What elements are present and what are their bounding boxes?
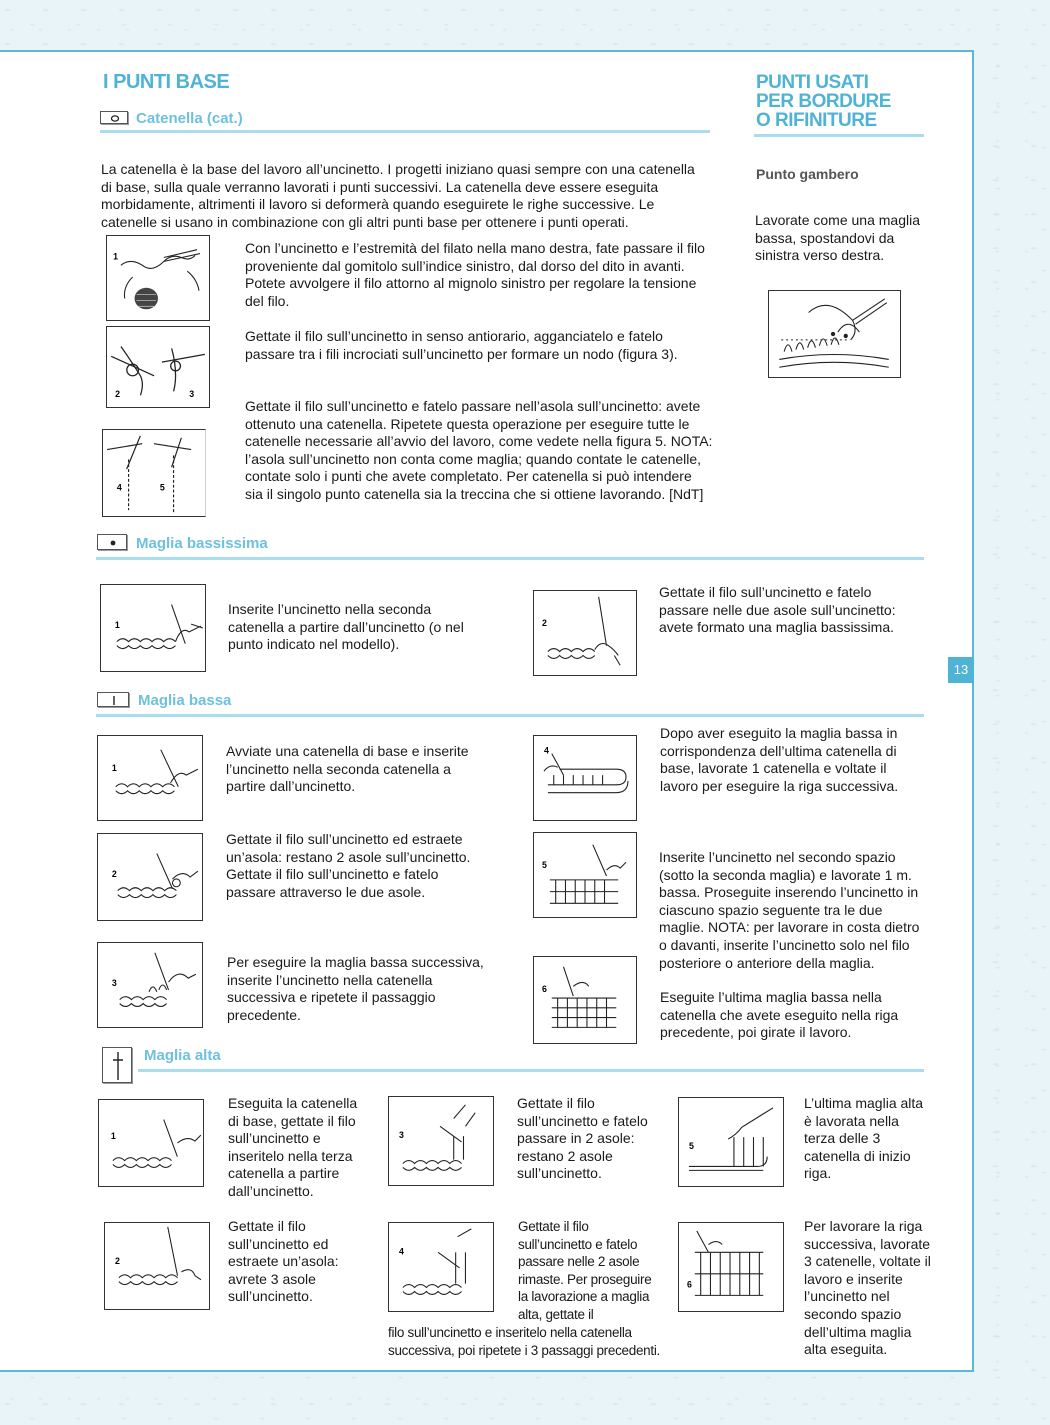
sidebar-title-line: PUNTI USATI [756, 72, 869, 93]
figure-catenella-1 [106, 235, 210, 321]
bassa-step1: Avviate una catenella di base e inserite l’uncinetto nella seconda catenella a partire dall’uncinetto. [226, 743, 469, 795]
figure-number: 2 [115, 389, 120, 400]
figure-bassa-6 [533, 956, 637, 1044]
sidebar-subtitle: Punto gambero [756, 166, 859, 182]
single-crochet-symbol-icon [97, 692, 129, 707]
figure-number: 5 [159, 482, 165, 493]
bassa-step6: Eseguite l’ultima maglia bassa nella catenella che avete eseguito nella riga precedente, poi girate il lavoro. [660, 989, 899, 1041]
section-rule [138, 1069, 924, 1072]
figure-bassissima-1 [100, 584, 206, 672]
chain-symbol-icon [100, 111, 128, 124]
figure-number: 1 [113, 251, 118, 262]
bassissima-step1: Inserite l’uncinetto nella seconda catenella a partire dall’uncinetto (o nel punto indicato nel modello). [228, 601, 464, 653]
figure-number: 3 [111, 977, 117, 988]
figure-catenella-2-3 [106, 326, 210, 408]
figure-alta-2 [104, 1222, 210, 1310]
section-title-bassissima: Maglia bassissima [136, 535, 268, 552]
figure-number: 6 [542, 984, 547, 995]
figure-number: 2 [542, 618, 547, 629]
figure-alta-3 [388, 1096, 494, 1186]
alta-step1: Eseguita la catenella di base, gettate il filo sull’uncinetto e inseritelo nella terza catenella a partire dall’uncinetto. [228, 1095, 358, 1199]
double-crochet-symbol-icon [102, 1047, 132, 1083]
sidebar-title-line: PER BORDURE [756, 91, 891, 112]
alta-step3: Gettate il filo sull’uncinetto e fatelo passare in 2 asole: restano 2 asole sull’uncinetto. [517, 1095, 648, 1182]
alta-step4-b: filo sull’uncinetto e inseritelo nella catenella successiva, poi ripetete i 3 passaggi precedenti. [388, 1325, 660, 1358]
sidebar-title-line: O RIFINITURE [756, 110, 877, 131]
section-title-bassa: Maglia bassa [138, 692, 232, 709]
figure-bassa-2 [97, 833, 203, 921]
figure-catenella-4-5 [102, 429, 206, 517]
sidebar-rule [754, 134, 924, 137]
figure-number: 5 [688, 1140, 694, 1151]
section-title-alta: Maglia alta [144, 1047, 221, 1064]
figure-bassa-4 [533, 735, 637, 821]
figure-number: 4 [398, 1246, 404, 1257]
alta-step4-a: Gettate il filo sull’uncinetto e fatelo passare nelle 2 asole rimaste. Per proseguire la lavorazione a maglia alta, gettate il [518, 1219, 652, 1322]
figure-alta-6 [678, 1222, 784, 1312]
section-title-catenella: Catenella (cat.) [136, 110, 243, 127]
catenella-step2: Gettate il filo sull’uncinetto in senso antiorario, agganciatelo e fatelo passare tra i fili incrociati sull’uncinetto per formare un nodo (figura 3). [245, 328, 678, 362]
figure-alta-4 [388, 1222, 494, 1312]
alta-step2: Gettate il filo sull’uncinetto ed estraete un’asola: avrete 3 asole sull’uncinetto. [228, 1218, 339, 1305]
figure-alta-1 [98, 1099, 204, 1187]
bassissima-step2: Gettate il filo sull’uncinetto e fatelo passare nelle due asole sull’uncinetto: avete formato una maglia bassissima. [659, 584, 896, 636]
alta-step5: L’ultima maglia alta è lavorata nella terza delle 3 catenella di inizio riga. [804, 1095, 924, 1182]
figure-number: 5 [542, 860, 547, 871]
figure-punto-gambero [768, 290, 901, 378]
figure-number: 6 [687, 1279, 692, 1290]
catenella-intro: La catenella è la base del lavoro all’uncinetto. I progetti iniziano quasi sempre con una catenella di base, sulla quale verranno lavorati i punti successivi. La catenella deve essere eseguita morbidamente, altrimenti il lavoro si deformerà quando eseguirete le righe successive. Le catenelle si usano in combinazione con gli altri punti base per ottenere i punti operati. [101, 161, 695, 230]
catenella-step3: Gettate il filo sull’uncinetto e fatelo passare nell’asola sull’uncinetto: avete ottenuto una catenella. Ripetete questa operazione per eseguire tutte le catenelle necessarie all’avvio del lavoro, come vedete nella figura 5. NOTA: l’asola sull’uncinetto non conta come maglia; quando contate le catenelle, contate solo i punti che avete completato. Per catenella si può intendere sia il singolo punto catenella sia la treccina che si ottiene lavorando. [NdT] [245, 398, 713, 502]
figure-number: 3 [189, 389, 195, 400]
figure-bassa-3 [97, 942, 203, 1028]
figure-number: 1 [114, 620, 120, 630]
figure-number: 2 [114, 1256, 120, 1267]
bassa-step5: Inserite l’uncinetto nel secondo spazio (sotto la seconda maglia) e lavorate 1 m. bassa. Proseguite inserendo l’uncinetto in ciascuno spazio seguente tra le due maglie. NOTA: per lavorare in costa dietro o davanti, inserite l’uncinetto solo nel filo posteriore o anteriore della maglia. [659, 849, 920, 971]
section-rule [96, 714, 924, 717]
figure-number: 1 [111, 763, 117, 774]
figure-number: 2 [111, 869, 117, 879]
figure-bassa-5 [533, 832, 637, 918]
slip-stitch-symbol-icon [97, 534, 127, 550]
figure-number: 4 [543, 745, 549, 756]
section-rule [100, 130, 710, 133]
section-rule [96, 557, 924, 560]
sidebar-title [756, 73, 891, 130]
figure-alta-5 [678, 1097, 784, 1187]
figure-number: 4 [116, 482, 122, 493]
figure-bassa-1 [97, 735, 203, 821]
bassa-step2: Gettate il filo sull’uncinetto ed estraete un’asola: restano 2 asole sull’uncinetto. Gettate il filo sull’uncinetto e fatelo passare attraverso le due asole. [226, 831, 471, 900]
sidebar-text: Lavorate come una maglia bassa, spostandovi da sinistra verso destra. [755, 212, 920, 264]
page-title: I PUNTI BASE [103, 71, 230, 93]
figure-number: 1 [110, 1131, 116, 1142]
figure-bassissima-2 [533, 590, 637, 676]
alta-step6: Per lavorare la riga successiva, lavorate 3 catenelle, voltate il lavoro e inserite l’uncinetto nel secondo spazio dell’ultima maglia alta eseguita. [804, 1218, 931, 1358]
bassa-step3: Per eseguire la maglia bassa successiva, inserite l’uncinetto nella catenella successiva e ripetete il passaggio precedente. [227, 954, 484, 1023]
page-number: 13 [948, 657, 974, 683]
bassa-step4: Dopo aver eseguito la maglia bassa in corrispondenza dell’ultima catenella di base, lavorate 1 catenella e voltate il lavoro per eseguire la riga successiva. [660, 725, 899, 794]
catenella-step1: Con l’uncinetto e l’estremità del filato nella mano destra, fate passare il filo proveniente dal gomitolo sull’indice sinistro, dal dorso del dito in avanti. Potete avvolgere il filo attorno al mignolo sinistro per regolare la tensione del filo. [245, 240, 705, 309]
figure-number: 3 [398, 1130, 404, 1141]
